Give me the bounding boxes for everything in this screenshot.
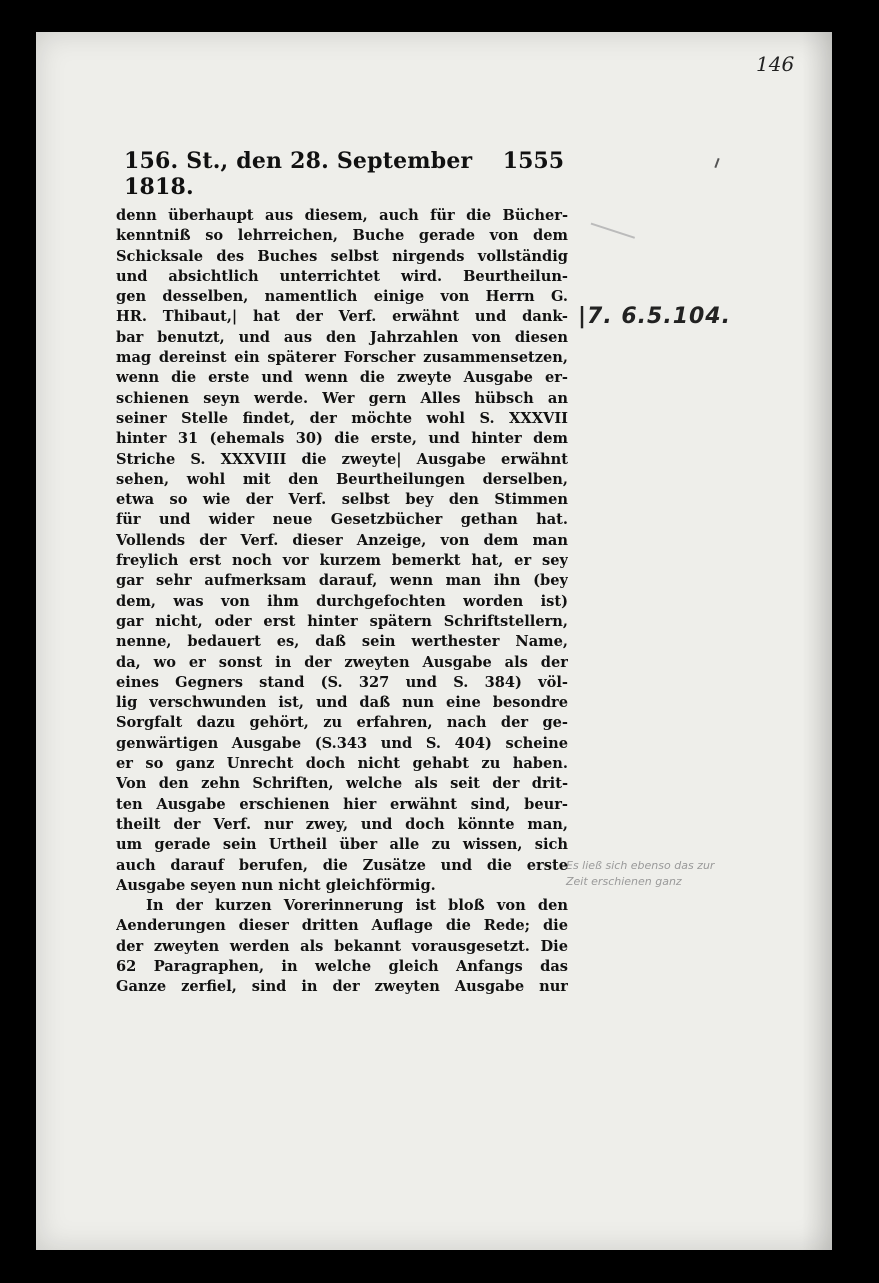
text-line: denn überhaupt aus diesem, auch für die Bücher- <box>116 207 568 224</box>
text-line: auch darauf berufen, die Zusätze und die erste <box>116 856 568 874</box>
text-line: schienen seyn werde. Wer gern Alles hübsch an <box>116 389 568 407</box>
text-line: und absichtlich unterrichtet wird. Beurtheilun- <box>116 267 568 285</box>
text-line: HR. Thibaut,| hat der Verf. erwähnt und dank- <box>116 308 568 326</box>
text-line: er so ganz Unrecht doch nicht gehabt zu haben. <box>116 755 568 773</box>
text-line: Vollends der Verf. dieser Anzeige, von dem man <box>116 531 568 549</box>
text-line: etwa so wie der Verf. selbst bey den Stimmen <box>116 491 568 509</box>
text-line: für und wider neue Gesetzbücher gethan hat. <box>116 511 568 529</box>
text-line: bar benutzt, und aus den Jahrzahlen von diesen <box>116 328 568 346</box>
text-line: Sorgfalt dazu gehört, zu erfahren, nach der ge- <box>116 714 568 732</box>
text-line: Ausgabe seyen nun nicht gleichförmig. <box>116 876 436 894</box>
text-line: dem, was von ihm durchgefochten worden ist) <box>116 592 568 610</box>
handwritten-page-number: 146 <box>756 52 795 76</box>
running-header <box>124 148 564 200</box>
text-line: ten Ausgabe erschienen hier erwähnt sind, beur- <box>116 795 568 813</box>
text-line: freylich erst noch vor kurzem bemerkt hat, er sey <box>116 552 568 570</box>
text-line: Ganze zerfiel, sind in der zweyten Ausgabe nur <box>116 978 568 996</box>
body-text-column <box>116 206 568 998</box>
text-line: gar nicht, oder erst hinter spätern Schriftstellern, <box>116 612 568 630</box>
text-line: Von den zehn Schriften, welche als seit der drit- <box>116 775 568 793</box>
text-line: sehen, wohl mit den Beurtheilungen derselben, <box>116 470 568 488</box>
text-line: eines Gegners stand (S. 327 und S. 384) völ- <box>116 673 568 691</box>
margin-annotation-faint: Es ließ sich ebenso das zur Zeit erschienen ganz <box>566 859 715 888</box>
text-line: Schicksale des Buches selbst nirgends vollständig <box>116 247 568 265</box>
folio-number: 1555 <box>502 148 564 174</box>
text-line: um gerade sein Urtheil über alle zu wissen, sich <box>116 836 568 854</box>
text-line: In der kurzen Vorerinnerung ist bloß von den <box>146 897 568 915</box>
text-line: da, wo er sonst in der zweyten Ausgabe als der <box>116 653 568 671</box>
text-line: kenntniß so lehrreichen, Buche gerade von dem <box>116 227 568 245</box>
text-line: hinter 31 (ehemals 30) die erste, und hinter dem <box>116 430 568 448</box>
text-line: genwärtigen Ausgabe (S.343 und S. 404) scheine <box>116 734 568 752</box>
text-line: theilt der Verf. nur zwey, und doch könnte man, <box>116 815 568 833</box>
text-line: Striche S. XXXVIII die zweyte| Ausgabe erwähnt <box>116 450 568 468</box>
text-line: mag dereinst ein späterer Forscher zusammensetzen, <box>116 349 568 367</box>
text-line: wenn die erste und wenn die zweyte Ausgabe er- <box>116 369 568 387</box>
page-edge-shadow <box>802 32 832 1250</box>
running-head: 156. St., den 28. September 1818. <box>124 148 473 200</box>
text-line: lig verschwunden ist, und daß nun eine besondre <box>116 694 568 712</box>
text-line: seiner Stelle findet, der möchte wohl S. XXXVII <box>116 409 568 427</box>
text-line: Aenderungen dieser dritten Auflage die Rede; die <box>116 917 568 935</box>
text-line: gen desselben, namentlich einige von Herrn G. <box>116 288 568 306</box>
text-line: nenne, bedauert es, daß sein werthester Name, <box>116 633 568 651</box>
text-line: 62 Paragraphen, in welche gleich Anfangs das <box>116 957 568 975</box>
margin-annotation-reference: |7. 6.5.104. <box>578 304 731 329</box>
text-line: der zweyten werden als bekannt vorausgesetzt. Die <box>116 937 568 955</box>
text-line: gar sehr aufmerksam darauf, wenn man ihn (bey <box>116 572 568 590</box>
